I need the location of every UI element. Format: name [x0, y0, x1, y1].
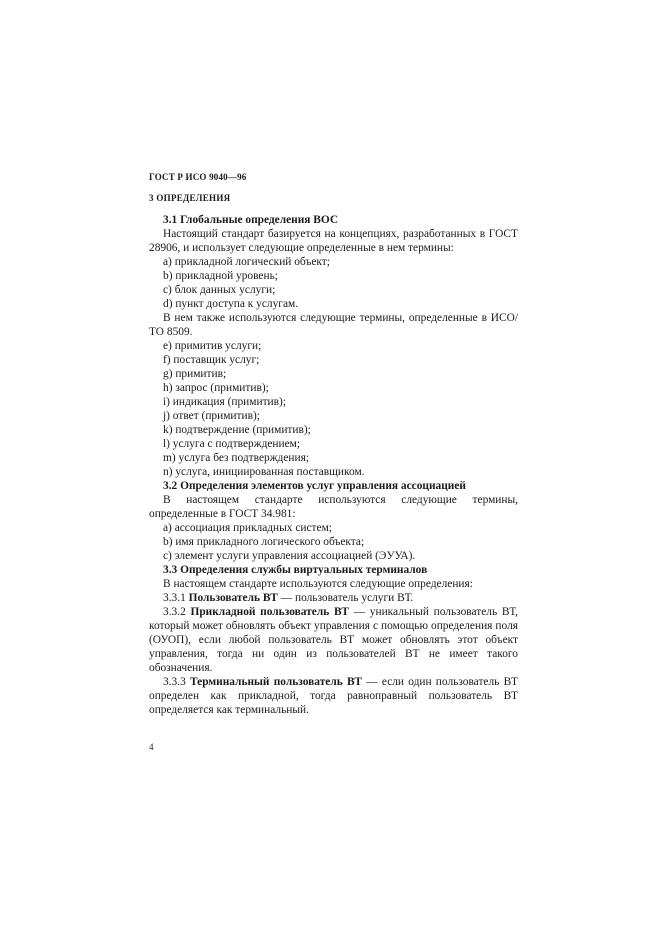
list-item: d) пункт доступа к услугам. [163, 298, 299, 310]
list-item: i) индикация (примитив); [163, 396, 286, 408]
list-item: k) подтверждение (примитив); [163, 424, 311, 436]
definition-3-3-2 [149, 605, 518, 675]
definition-3-3-1 [149, 591, 518, 605]
list-item: а) ассоциация прикладных систем; [163, 522, 332, 534]
list-item: l) услуга с подтверждением; [163, 438, 301, 450]
paragraph: В настоящем стандарте используются следующие термины, определенные в ГОСТ 34.981: [149, 494, 518, 520]
list-item: h) запрос (примитив); [163, 382, 269, 394]
page-number: 4 [149, 742, 154, 752]
definition-number: 3.3.3 [163, 676, 190, 688]
list-item: g) примитив; [163, 368, 227, 380]
definition-term: Пользователь ВТ [188, 592, 278, 604]
list-item: c) элемент услуги управления ассоциацией (ЭУУА). [163, 550, 416, 562]
definition-number: 3.3.1 [163, 592, 189, 604]
list-item: n) услуга, инициированная поставщиком. [163, 466, 365, 478]
definition-3-3-3 [149, 675, 518, 717]
subsection-heading-3-3: 3.3 Определения службы виртуальных терминалов [163, 564, 428, 576]
subsection-heading-3-1: 3.1 Глобальные определения ВОС [163, 214, 339, 226]
definition-text: — если один пользователь ВТ определен как прикладной, тогда равноправный пользователь ВТ определяется как терминальный. [149, 676, 518, 716]
list-item: f) поставщик услуг; [163, 354, 260, 366]
list-item: j) ответ (примитив); [163, 410, 260, 422]
term-list [149, 521, 518, 563]
term-list [149, 339, 518, 479]
definition-term: Терминальный пользователь ВТ [190, 676, 363, 688]
paragraph: В настоящем стандарте используются следующие определения: [163, 578, 473, 590]
section-title: 3 ОПРЕДЕЛЕНИЯ [149, 193, 231, 203]
definition-term: Прикладной пользователь ВТ [190, 606, 349, 618]
subsection-heading-3-2: 3.2 Определения элементов услуг управления ассоциацией [163, 480, 466, 492]
term-list [149, 255, 518, 311]
list-item: b) имя прикладного логического объекта; [163, 536, 365, 548]
list-item: c) блок данных услуги; [163, 284, 276, 296]
list-item: b) прикладной уровень; [163, 270, 278, 282]
list-item: е) примитив услуги; [163, 340, 262, 352]
list-item: m) услуга без подтверждения; [163, 452, 310, 464]
definition-text: — уникальный пользователь ВТ, который может обновлять объект управления с помощью определения поля (ОУОП), если любой пользователь ВТ может обновлять этот объект управления, тогда ни один из пользователей ВТ не имеет такого обозначения. [149, 606, 518, 674]
paragraph: Настоящий стандарт базируется на концепциях, разработанных в ГОСТ 28906, и использует следующие определенные в нем термины: [149, 228, 518, 254]
definition-number: 3.3.2 [163, 606, 191, 618]
list-item: а) прикладной логический объект; [163, 256, 330, 268]
definition-text: — пользователь услуги ВТ. [277, 592, 414, 604]
running-header: ГОСТ Р ИСО 9040—96 [149, 172, 247, 182]
document-body [149, 213, 518, 717]
paragraph: В нем также используются следующие термины, определенные в ИСО/ТО 8509. [149, 312, 518, 338]
